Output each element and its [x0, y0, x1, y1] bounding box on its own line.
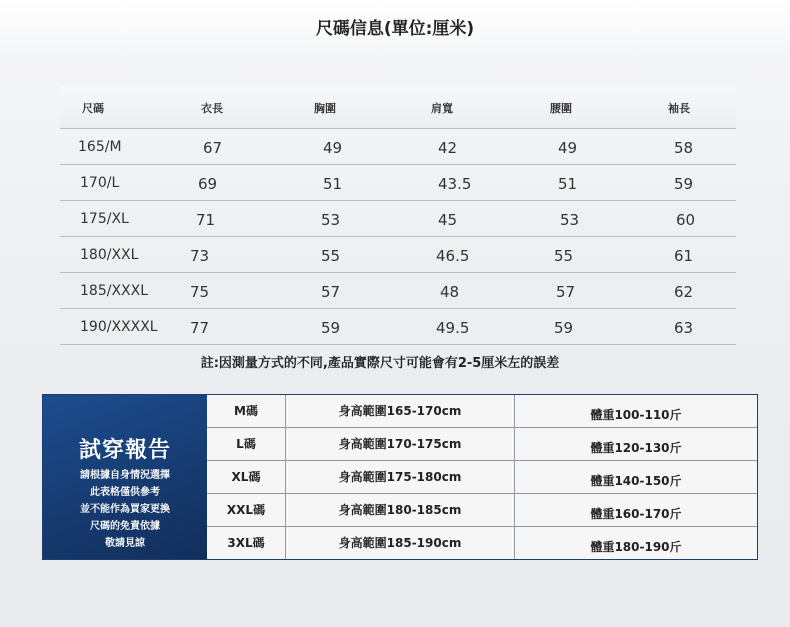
cell-length: 77 — [190, 319, 210, 337]
cell-weight-range — [515, 395, 757, 427]
cell-length: 71 — [196, 211, 216, 229]
table-row — [207, 527, 757, 559]
description-line: 並不能作為買家更換 — [80, 504, 170, 515]
header-length: 衣長 — [201, 102, 223, 115]
cell-shoulder: 43.5 — [438, 175, 472, 193]
weight-text: 體重100-110斤 — [590, 408, 682, 422]
cell-shoulder: 46.5 — [436, 247, 470, 265]
cell-size: XXL碼 — [207, 494, 286, 526]
description-line: 此表格僅供參考 — [90, 487, 160, 498]
cell-sleeve: 63 — [674, 319, 694, 337]
header-sleeve: 袖長 — [668, 102, 690, 115]
description-line: 尺碼的免責依據 — [90, 521, 160, 532]
description-line: 請根據自身情況選擇 — [80, 470, 170, 481]
cell-chest: 55 — [321, 247, 341, 265]
cell-size: 185/XXXL — [80, 283, 149, 299]
cell-weight-range — [515, 527, 757, 559]
trial-report-description — [43, 467, 207, 552]
cell-waist: 55 — [554, 247, 574, 265]
cell-size: 175/XL — [80, 211, 129, 227]
cell-size: 180/XXL — [80, 247, 139, 263]
table-row — [60, 129, 736, 165]
table-row — [207, 494, 757, 527]
cell-waist: 57 — [556, 283, 576, 301]
cell-height-range: 身高範圍170-175cm — [286, 428, 515, 460]
cell-shoulder: 48 — [440, 283, 460, 301]
cell-sleeve: 58 — [674, 139, 694, 157]
weight-text: 體重140-150斤 — [590, 474, 682, 488]
cell-weight-range — [515, 461, 757, 493]
cell-weight-range — [515, 428, 757, 460]
measurement-note: 註:因測量方式的不同,產品實際尺寸可能會有2-5厘米左的誤差 — [200, 356, 560, 371]
table-row — [60, 165, 736, 201]
cell-waist: 53 — [560, 211, 580, 229]
weight-text: 體重120-130斤 — [590, 441, 682, 455]
table-row — [207, 461, 757, 494]
trial-report-table — [207, 395, 757, 559]
header-size: 尺碼 — [82, 102, 104, 115]
cell-waist: 51 — [558, 175, 578, 193]
cell-sleeve: 59 — [674, 175, 694, 193]
size-table — [60, 86, 736, 345]
cell-waist: 59 — [554, 319, 574, 337]
cell-height-range: 身高範圍175-180cm — [286, 461, 515, 493]
page-title: 尺碼信息(單位:厘米) — [315, 19, 475, 39]
header-waist: 腰圍 — [550, 102, 572, 115]
trial-report-panel — [43, 395, 207, 559]
cell-chest: 59 — [321, 319, 341, 337]
cell-length: 69 — [198, 175, 218, 193]
cell-sleeve: 60 — [676, 211, 696, 229]
cell-sleeve: 61 — [674, 247, 694, 265]
cell-height-range: 身高範圍165-170cm — [286, 395, 515, 427]
table-row — [60, 309, 736, 345]
cell-waist: 49 — [558, 139, 578, 157]
cell-shoulder: 42 — [438, 139, 458, 157]
cell-size: 165/M — [78, 139, 122, 155]
cell-length: 75 — [190, 283, 210, 301]
cell-size: 170/L — [80, 175, 120, 191]
cell-height-range: 身高範圍180-185cm — [286, 494, 515, 526]
size-table-header — [60, 86, 736, 129]
cell-weight-range — [515, 494, 757, 526]
cell-chest: 49 — [323, 139, 343, 157]
cell-size: M碼 — [207, 395, 286, 427]
description-line: 敬請見諒 — [105, 538, 145, 549]
weight-text: 體重180-190斤 — [590, 540, 682, 554]
weight-text: 體重160-170斤 — [590, 507, 682, 521]
cell-length: 67 — [203, 139, 223, 157]
cell-height-range: 身高範圍185-190cm — [286, 527, 515, 559]
cell-sleeve: 62 — [674, 283, 694, 301]
table-row — [60, 201, 736, 237]
cell-shoulder: 45 — [438, 211, 458, 229]
cell-size: 3XL碼 — [207, 527, 286, 559]
trial-report-title: 試穿報告 — [78, 438, 171, 463]
trial-report — [42, 394, 758, 560]
cell-chest: 53 — [321, 211, 341, 229]
cell-size: XL碼 — [207, 461, 286, 493]
table-row — [207, 428, 757, 461]
cell-length: 73 — [190, 247, 210, 265]
cell-shoulder: 49.5 — [436, 319, 470, 337]
table-row — [60, 237, 736, 273]
cell-size: 190/XXXXL — [80, 319, 158, 335]
cell-chest: 51 — [323, 175, 343, 193]
header-shoulder: 肩寬 — [431, 102, 453, 115]
table-row — [207, 395, 757, 428]
table-row — [60, 273, 736, 309]
cell-chest: 57 — [321, 283, 341, 301]
cell-size: L碼 — [207, 428, 286, 460]
header-chest: 胸圍 — [314, 102, 336, 115]
